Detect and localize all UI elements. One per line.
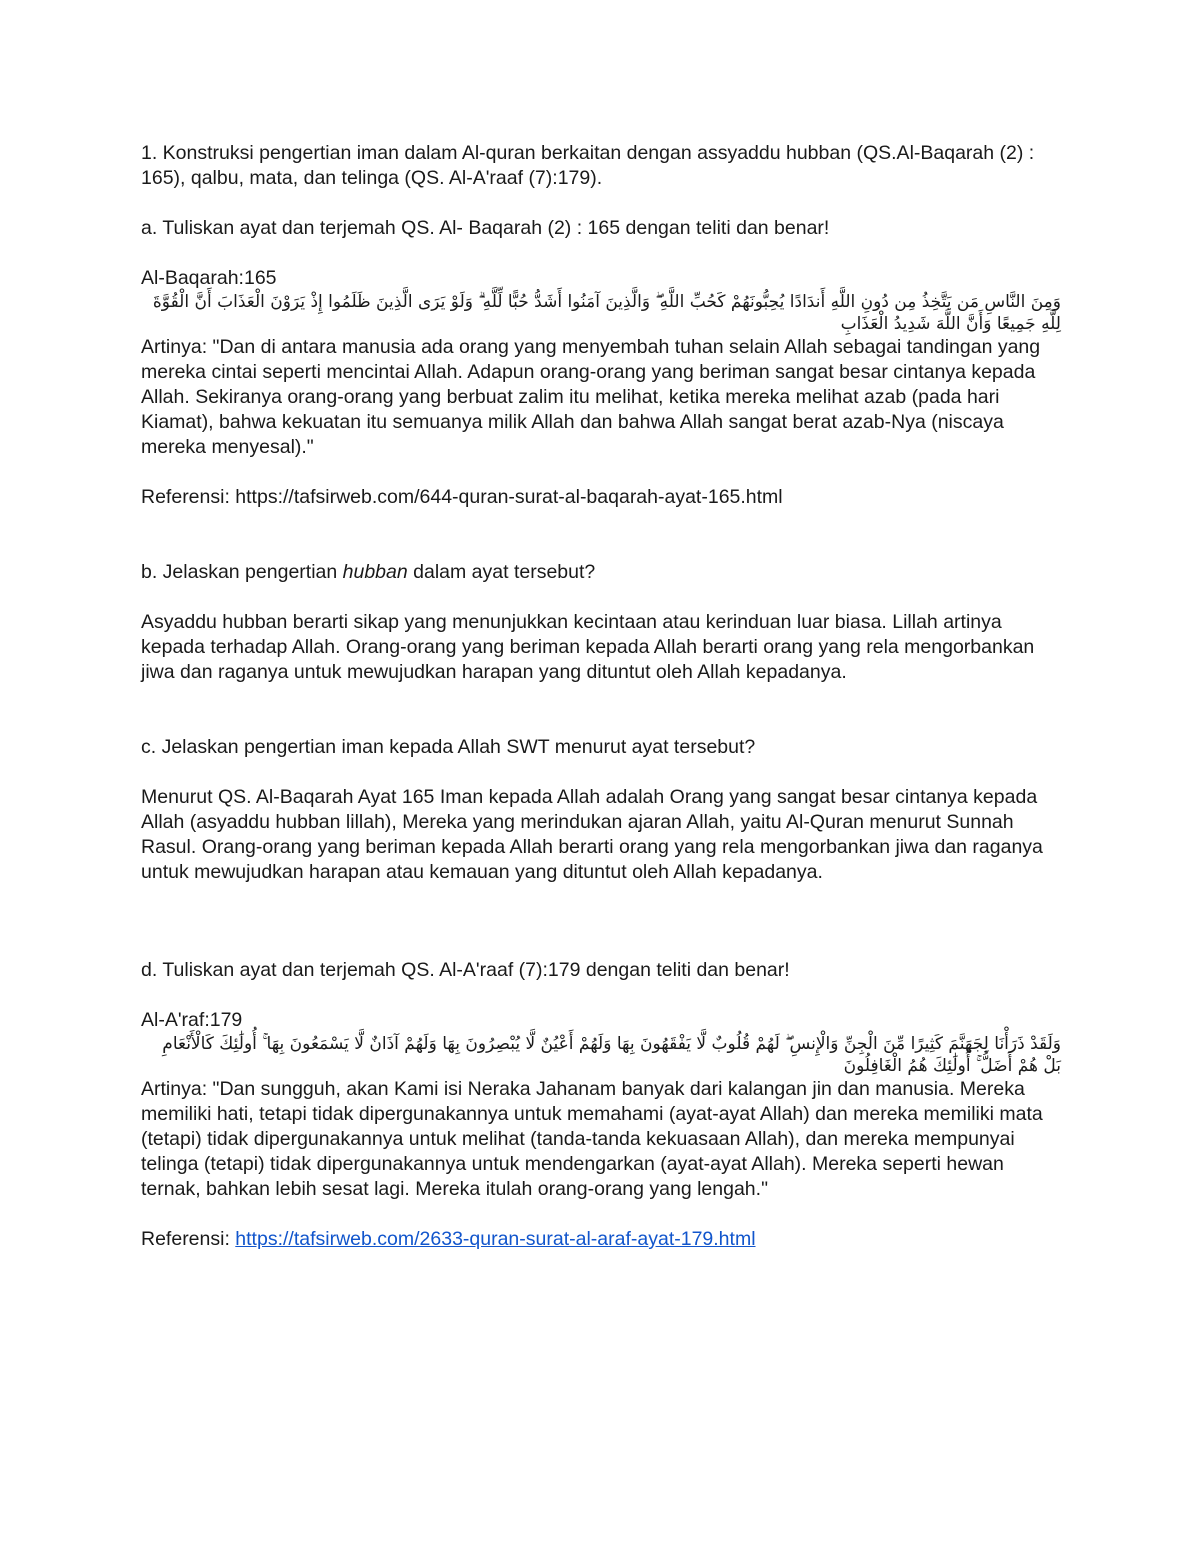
question-b-suffix: dalam ayat tersebut? [407, 561, 596, 583]
question-b-term: hubban [342, 561, 408, 583]
document-content [141, 141, 1061, 1252]
surah-label-baqarah: Al-Baqarah:165 [141, 267, 277, 289]
translation-araf: Artinya: "Dan sungguh, akan Kami isi Neraka Jahanam banyak dari kalangan jin dan manusia. Mereka memiliki hati, tetapi tidak dipergunakannya untuk memahami (ayat-ayat Allah) dan mereka memiliki mata (tetapi) tidak dipergunakannya untuk melihat (tanda-tanda kekuasaan Allah), dan mereka mempunyai telinga (tetapi) tidak dipergunakannya untuk mendengarkan (ayat-ayat Allah). Mereka seperti hewan ternak, bahkan lebih sesat lagi. Mereka itulah orang-orang yang lengah." [141, 1078, 1043, 1200]
reference-araf-link[interactable]: https://tafsirweb.com/2633-quran-surat-al-araf-ayat-179.html [235, 1228, 756, 1250]
question-1-intro: 1. Konstruksi pengertian iman dalam Al-quran berkaitan dengan assyaddu hubban (QS.Al-Baqarah (2) : 165), qalbu, mata, dan telinga (QS. Al-A'raaf (7):179). [141, 142, 1035, 189]
reference-araf [141, 1227, 1061, 1252]
arabic-verse-baqarah: وَمِنَ النَّاسِ مَن يَتَّخِذُ مِن دُونِ اللَّهِ أَندَادًا يُحِبُّونَهُمْ كَحُبِّ اللَّهِ ۖ وَالَّذِينَ آمَنُوا أَشَدُّ حُبًّا لِّلَّهِ ۗ وَلَوْ يَرَى الَّذِينَ ظَلَمُوا إِذْ يَرَوْنَ الْعَذَابَ أَنَّ الْقُوَّةَ لِلَّهِ جَمِيعًا وَأَنَّ اللَّهَ شَدِيدُ الْعَذَابِ [152, 292, 1061, 334]
surah-label-araf: Al-A'raf:179 [141, 1009, 243, 1031]
question-b [141, 560, 1061, 585]
question-c: c. Jelaskan pengertian iman kepada Allah SWT menurut ayat tersebut? [141, 736, 756, 758]
question-b-prefix: b. Jelaskan pengertian [141, 561, 343, 583]
answer-b: Asyaddu hubban berarti sikap yang menunjukkan kecintaan atau kerinduan luar biasa. Lillah artinya kepada terhadap Allah. Orang-orang yang beriman kepada Allah berarti orang yang rela mengorbankan jiwa dan raganya untuk mewujudkan harapan yang dituntut oleh Allah kepadanya. [141, 611, 1035, 683]
answer-c: Menurut QS. Al-Baqarah Ayat 165 Iman kepada Allah adalah Orang yang sangat besar cintanya kepada Allah (asyaddu hubban lillah), Mereka yang merindukan ajaran Allah, yaitu Al-Quran menurut Sunnah Rasul. Orang-orang yang beriman kepada Allah berarti orang yang rela mengorbankan jiwa dan raganya untuk mewujudkan harapan atau kemauan yang dituntut oleh Allah kepadanya. [141, 786, 1043, 883]
arabic-verse-araf: وَلَقَدْ ذَرَأْنَا لِجَهَنَّمَ كَثِيرًا مِّنَ الْجِنِّ وَالْإِنسِ ۖ لَهُمْ قُلُوبٌ لَّا يَفْقَهُونَ بِهَا وَلَهُمْ أَعْيُنٌ لَّا يُبْصِرُونَ بِهَا وَلَهُمْ آذَانٌ لَّا يَسْمَعُونَ بِهَا ۚ أُولَٰئِكَ كَالْأَنْعَامِ بَلْ هُمْ أَضَلُّ ۚ أُولَٰئِكَ هُمُ الْغَافِلُونَ [162, 1034, 1061, 1076]
translation-baqarah: Artinya: "Dan di antara manusia ada orang yang menyembah tuhan selain Allah sebagai tandingan yang mereka cintai seperti mencintai Allah. Adapun orang-orang yang beriman sangat besar cintanya kepada Allah. Sekiranya orang-orang yang berbuat zalim itu melihat, ketika mereka melihat azab (pada hari Kiamat), bahwa kekuatan itu semuanya milik Allah dan bahwa Allah sangat berat azab-Nya (niscaya mereka menyesal)." [141, 336, 1041, 458]
question-a: a. Tuliskan ayat dan terjemah QS. Al- Baqarah (2) : 165 dengan teliti dan benar! [141, 217, 830, 239]
question-d: d. Tuliskan ayat dan terjemah QS. Al-A'raaf (7):179 dengan teliti dan benar! [141, 959, 790, 981]
reference-araf-prefix: Referensi: [141, 1228, 236, 1250]
reference-baqarah: Referensi: https://tafsirweb.com/644-quran-surat-al-baqarah-ayat-165.html [141, 486, 783, 508]
